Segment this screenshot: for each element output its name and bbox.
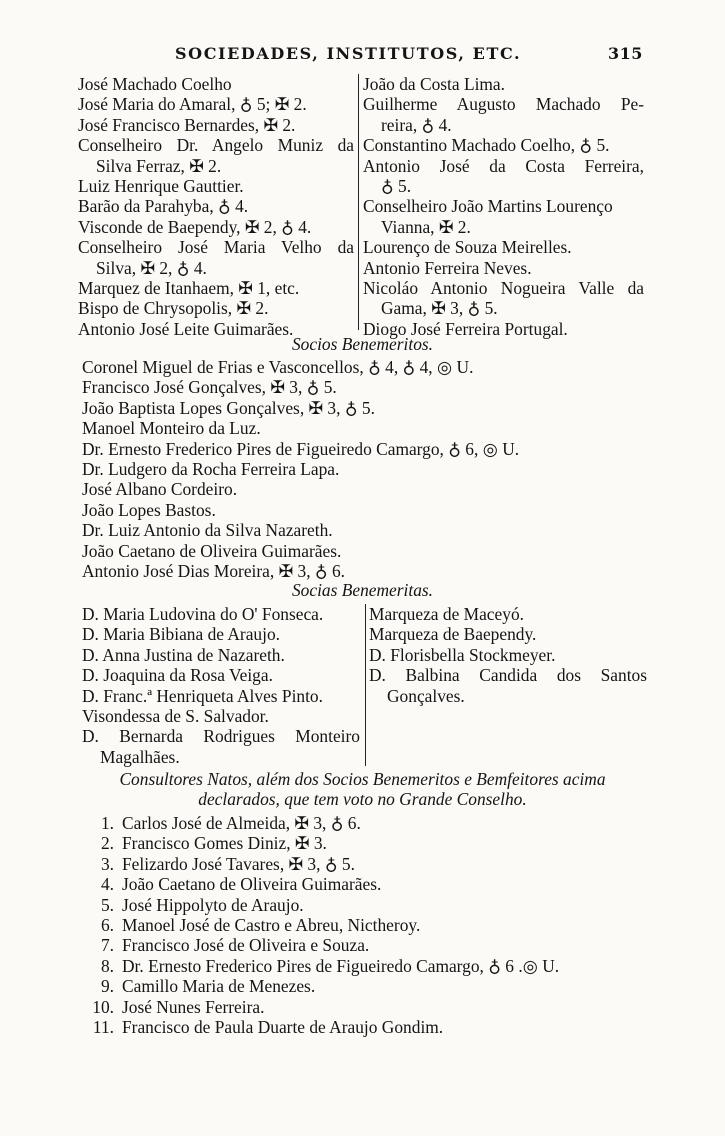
list-item: Dr. Luiz Antonio da Silva Nazareth.	[82, 520, 333, 541]
list-item: Lourenço de Souza Meirelles.	[363, 237, 572, 258]
page-number: 315	[608, 44, 643, 63]
list-item: Barão da Parahyba, ♁ 4.	[78, 196, 249, 217]
list-item: D. Anna Justina de Nazareth.	[82, 644, 285, 665]
list-item	[83, 935, 559, 955]
list-item: reira, ♁ 4.	[381, 114, 452, 135]
list-item: Marquez de Itanhaem, ✠ 1, etc.	[78, 278, 300, 299]
item-text: João Caetano de Oliveira Guimarães.	[122, 874, 382, 895]
item-number: 11.	[92, 1017, 114, 1038]
list-item	[83, 854, 559, 874]
item-text: Manoel José de Castro e Abreu, Nictheroy.	[122, 915, 421, 936]
consultores-list	[83, 813, 559, 1037]
item-number: 3.	[100, 853, 114, 874]
item-number: 1.	[100, 813, 114, 833]
list-item	[83, 895, 559, 915]
list-item: José Machado Coelho	[78, 74, 232, 94]
item-text: Dr. Ernesto Frederico Pires de Figueiredo Camargo, ♁ 6 .◎ U.	[122, 955, 560, 976]
list-item	[83, 956, 559, 976]
running-header: SOCIEDADES, INSTITUTOS, ETC.	[175, 44, 522, 63]
list-item	[83, 1017, 559, 1037]
section-heading-socios: Socios Benemeritos.	[291, 334, 434, 354]
item-number: 8.	[100, 955, 114, 976]
list-item: D. Bernarda Rodrigues Monteiro	[82, 726, 360, 747]
list-item	[83, 997, 559, 1017]
section-heading-consultores: Consultores Natos, além dos Socios Benemeritos e Bemfeitores acima	[119, 769, 606, 789]
item-number: 5.	[100, 894, 114, 915]
list-item: Guilherme Augusto Machado Pe-	[363, 94, 644, 115]
socios-list	[82, 357, 519, 581]
list-item: Nicoláo Antonio Nogueira Valle da	[363, 278, 644, 299]
list-item: D. Joaquina da Rosa Veiga.	[82, 665, 273, 686]
list-item: D. Florisbella Stockmeyer.	[369, 644, 556, 665]
item-text: Carlos José de Almeida, ✠ 3, ♁ 6.	[122, 813, 361, 833]
section-heading-consultores-cont: declarados, que tem voto no Grande Conselho.	[198, 789, 527, 809]
list-item: Constantino Machado Coelho, ♁ 5.	[363, 135, 610, 156]
list-item: José Maria do Amaral, ♁ 5; ✠ 2.	[78, 94, 307, 115]
item-text: Francisco de Paula Duarte de Araujo Gondim.	[122, 1017, 444, 1038]
list-item: Antonio José da Costa Ferreira,	[363, 155, 644, 176]
column-divider	[365, 604, 366, 766]
list-item: João Baptista Lopes Gonçalves, ✠ 3, ♁ 5.	[82, 397, 375, 418]
list-item: Visondessa de S. Salvador.	[82, 706, 269, 727]
list-item: Antonio José Dias Moreira, ✠ 3, ♁ 6.	[82, 561, 345, 582]
item-text: Camillo Maria de Menezes.	[122, 976, 316, 997]
list-item: José Albano Cordeiro.	[82, 479, 238, 500]
list-item: José Francisco Bernardes, ✠ 2.	[78, 114, 296, 135]
list-item: Magalhães.	[100, 746, 180, 767]
list-item: Bispo de Chrysopolis, ✠ 2.	[78, 298, 269, 319]
list-item: João Caetano de Oliveira Guimarães.	[82, 540, 342, 561]
list-item: Visconde de Baependy, ✠ 2, ♁ 4.	[78, 216, 312, 237]
list-item: ♁ 5.	[381, 176, 412, 197]
list-item: Vianna, ✠ 2.	[381, 216, 471, 237]
list-item: Dr. Ernesto Frederico Pires de Figueiredo Camargo, ♁ 6, ◎ U.	[82, 438, 520, 459]
list-item	[83, 976, 559, 996]
list-item: D. Maria Bibiana de Araujo.	[82, 624, 281, 645]
socias-list-left	[82, 604, 360, 767]
item-text: Francisco José de Oliveira e Souza.	[122, 935, 370, 956]
list-item: Francisco José Gonçalves, ✠ 3, ♁ 5.	[82, 377, 337, 398]
list-item	[83, 833, 559, 853]
list-item: Silva, ✠ 2, ♁ 4.	[96, 257, 207, 278]
list-item: Dr. Ludgero da Rocha Ferreira Lapa.	[82, 459, 340, 480]
list-item: D. Balbina Candida dos Santos	[369, 665, 647, 686]
list-item: João Lopes Bastos.	[82, 499, 216, 520]
members-list-left	[78, 74, 354, 339]
list-item: Marqueza de Maceyó.	[369, 604, 524, 624]
list-item: Coronel Miguel de Frias e Vasconcellos, ♁ 4, ♁ 4, ◎ U.	[82, 357, 474, 377]
list-item: João da Costa Lima.	[363, 74, 505, 94]
list-item: Manoel Monteiro da Luz.	[82, 418, 261, 439]
list-item	[83, 813, 559, 833]
list-item: Conselheiro João Martins Lourenço	[363, 196, 613, 217]
list-item: D. Maria Ludovina do O' Fonseca.	[82, 604, 324, 624]
socias-list-right	[369, 604, 647, 706]
item-text: Felizardo José Tavares, ✠ 3, ♁ 5.	[122, 853, 355, 874]
list-item: Antonio José Leite Guimarães.	[78, 318, 294, 339]
item-text: Francisco Gomes Diniz, ✠ 3.	[122, 833, 327, 854]
list-item: Gonçalves.	[387, 685, 465, 706]
item-number: 9.	[100, 976, 114, 997]
list-item: Conselheiro Dr. Angelo Muniz da	[78, 135, 354, 156]
list-item: Silva Ferraz, ✠ 2.	[96, 155, 222, 176]
item-number: 2.	[100, 833, 114, 854]
list-item: Luiz Henrique Gauttier.	[78, 176, 244, 197]
list-item: Antonio Ferreira Neves.	[363, 257, 532, 278]
list-item: D. Franc.ª Henriqueta Alves Pinto.	[82, 685, 323, 706]
item-text: José Nunes Ferreira.	[122, 996, 265, 1017]
item-number: 6.	[100, 915, 114, 936]
item-number: 7.	[100, 935, 114, 956]
item-number: 4.	[100, 874, 114, 895]
item-text: José Hippolyto de Araujo.	[122, 894, 304, 915]
section-heading-socias: Socias Benemeritas.	[291, 580, 434, 600]
column-divider	[358, 74, 359, 330]
members-list-right	[363, 74, 644, 339]
list-item	[83, 874, 559, 894]
list-item: Diogo José Ferreira Portugal.	[363, 318, 568, 339]
list-item	[83, 915, 559, 935]
item-number: 10.	[92, 996, 114, 1017]
list-item: Marqueza de Baependy.	[369, 624, 537, 645]
list-item: Conselheiro José Maria Velho da	[78, 237, 354, 258]
list-item: Gama, ✠ 3, ♁ 5.	[381, 298, 498, 319]
